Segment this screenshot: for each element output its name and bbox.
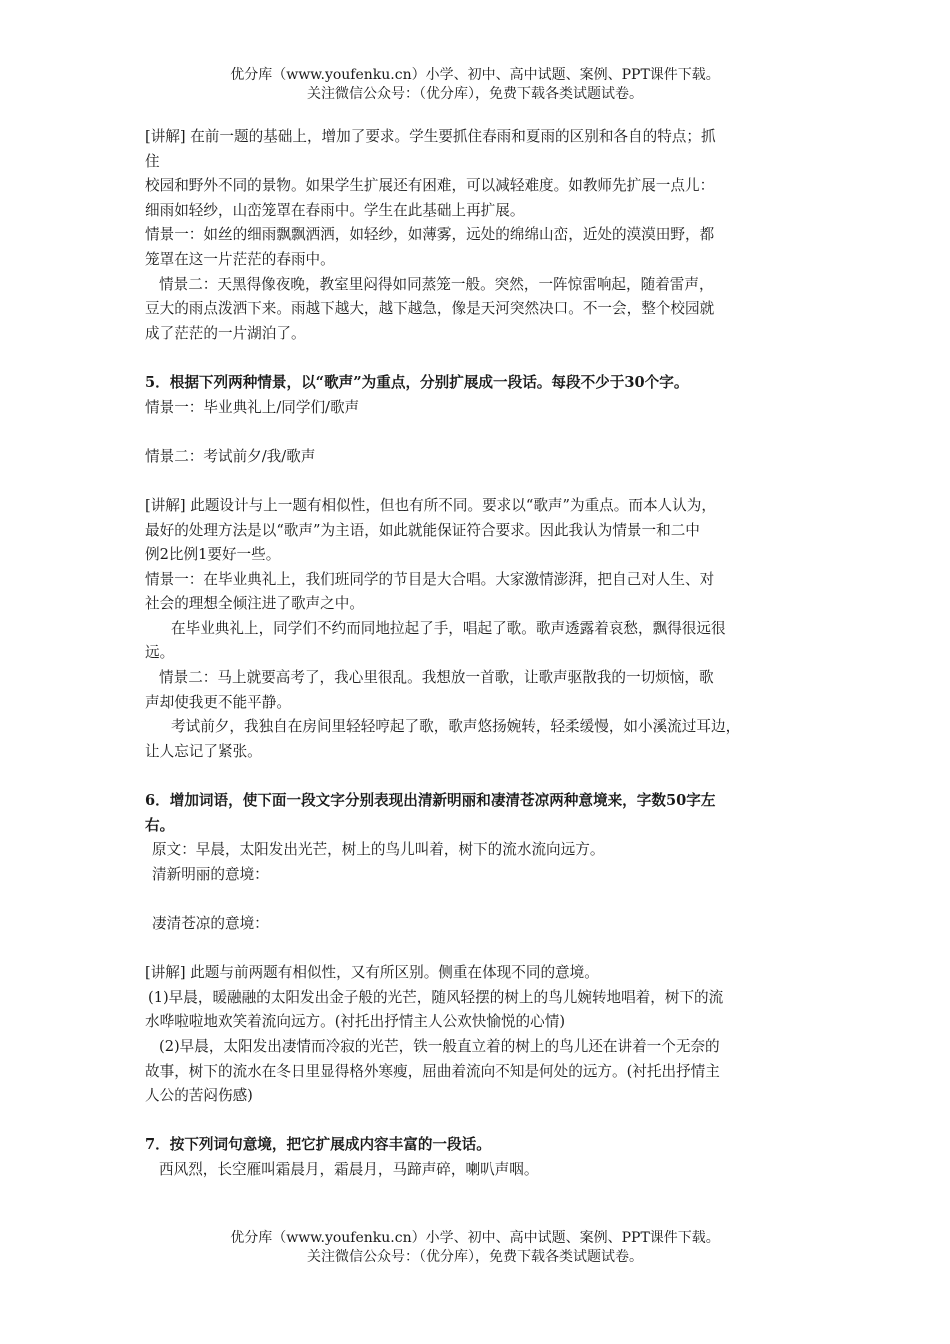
- question-5-scene-1: 情景一：毕业典礼上/同学们/歌声: [145, 398, 360, 416]
- explanation-line: 最好的处理方法是以“歌声”为主语，如此就能保证符合要求。因此我认为情景一和二中: [145, 521, 700, 539]
- scene-line: 情景一：如丝的细雨飘飘洒洒，如轻纱，如薄雾，远处的绵绵山峦，近处的漠漠田野，都: [145, 226, 715, 244]
- scene-line: 情景二：天黑得像夜晚，教室里闷得如同蒸笼一般。突然，一阵惊雷响起，随着雷声，: [159, 275, 714, 293]
- explanation-line: 例2比例1要好一些。: [145, 546, 281, 564]
- answer-line: 在毕业典礼上，同学们不约而同地拉起了手，唱起了歌。歌声透露着哀愁，飘得很远很: [171, 619, 726, 637]
- answer-line: (2)早晨，太阳发出凄情而冷寂的光芒，铁一般直立着的树上的鸟儿还在讲着一个无奈的: [159, 1037, 720, 1055]
- question-6-prompt-2: 凄清苍凉的意境：: [152, 915, 269, 932]
- spacer: [145, 420, 815, 445]
- spacer: [145, 887, 815, 912]
- question-6-original: 原文：早晨，太阳发出光芒，树上的鸟儿叫着，树下的流水流向远方。: [152, 841, 605, 859]
- question-6-title: 右。: [145, 816, 175, 834]
- answer-line: 情景二：马上就要高考了，我心里很乱。我想放一首歌，让歌声驱散我的一切烦恼，歌: [159, 669, 714, 687]
- question-5-scene-2: 情景二：考试前夕/我/歌声: [145, 447, 316, 465]
- question-7-title: 7．按下列词句意境，把它扩展成内容丰富的一段话。: [145, 1136, 491, 1154]
- question-5-title: 5．根据下列两种情景，以“歌声”为重点，分别扩展成一段话。每段不少于30个字。: [145, 373, 689, 391]
- question-6-prompt-1: 清新明丽的意境：: [152, 865, 269, 883]
- spacer: [145, 346, 815, 371]
- question-7-text: 西风烈，长空雁叫霜晨月，霜晨月，马蹄声碎，喇叭声咽。: [159, 1160, 539, 1178]
- scene-line: 笼罩在这一片茫茫的春雨中。: [145, 250, 335, 268]
- answer-line: 考试前夕，我独自在房间里轻轻哼起了歌，歌声悠扬婉转，轻柔缓慢，如小溪流过耳边，: [171, 718, 741, 736]
- spacer: [145, 764, 815, 789]
- answer-line: 水哗啦啦地欢笑着流向远方。(衬托出抒情主人公欢快愉悦的心情): [145, 1013, 566, 1031]
- explanation-line: 细雨如轻纱，山峦笼罩在春雨中。学生在此基础上再扩展。: [145, 201, 525, 219]
- explanation-line: [讲解] 此题与前两题有相似性，又有所区别。侧重在体现不同的意境。: [145, 964, 599, 982]
- header-line-1: 优分库（www.youfenku.cn）小学、初中、高中试题、案例、PPT课件下载。: [230, 67, 720, 83]
- explanation-line: [讲解] 在前一题的基础上，增加了要求。学生要抓住春雨和夏雨的区别和各自的特点；抓: [145, 128, 716, 145]
- spacer: [145, 937, 815, 962]
- footer-line-1: 优分库（www.youfenku.cn）小学、初中、高中试题、案例、PPT课件下载。: [230, 1230, 720, 1246]
- answer-line: 人公的苦闷伤感): [145, 1087, 253, 1105]
- explanation-line: 住: [145, 152, 160, 170]
- page-footer: [0, 1229, 950, 1267]
- answer-line: 远。: [145, 644, 175, 662]
- answer-line: (1)早晨，暖融融的太阳发出金子般的光芒，随风轻摆的树上的鸟儿婉转地唱着，树下的流: [148, 988, 724, 1006]
- answer-line: 让人忘记了紧张。: [145, 742, 262, 760]
- answer-line: 故事，树下的流水在冬日里显得格外寒瘦，屈曲着流向不知是何处的远方。(衬托出抒情主: [145, 1062, 720, 1080]
- answer-line: 声却使我更不能平静。: [145, 693, 291, 711]
- spacer: [145, 1109, 815, 1134]
- header-line-2: 关注微信公众号：（优分库），免费下载各类试题试卷。: [307, 86, 643, 102]
- explanation-line: [讲解] 此题设计与上一题有相似性，但也有所不同。要求以“歌声”为重点。而本人认为，: [145, 496, 716, 514]
- scene-line: 成了茫茫的一片湖泊了。: [145, 324, 306, 342]
- document-body: [145, 125, 815, 1183]
- answer-line: 情景一：在毕业典礼上，我们班同学的节目是大合唱。大家激情澎湃，把自己对人生、对: [145, 570, 715, 588]
- answer-line: 社会的理想全倾注进了歌声之中。: [145, 595, 364, 613]
- spacer: [145, 469, 815, 494]
- question-6-title: 6．增加词语，使下面一段文字分别表现出清新明丽和凄清苍凉两种意境来，字数50字左: [145, 792, 716, 810]
- footer-line-2: 关注微信公众号：（优分库），免费下载各类试题试卷。: [307, 1249, 643, 1265]
- explanation-line: 校园和野外不同的景物。如果学生扩展还有困难，可以减轻难度。如教师先扩展一点儿：: [145, 177, 715, 195]
- scene-line: 豆大的雨点泼洒下来。雨越下越大，越下越急，像是天河突然决口。不一会，整个校园就: [145, 300, 715, 318]
- page-header: [0, 66, 950, 104]
